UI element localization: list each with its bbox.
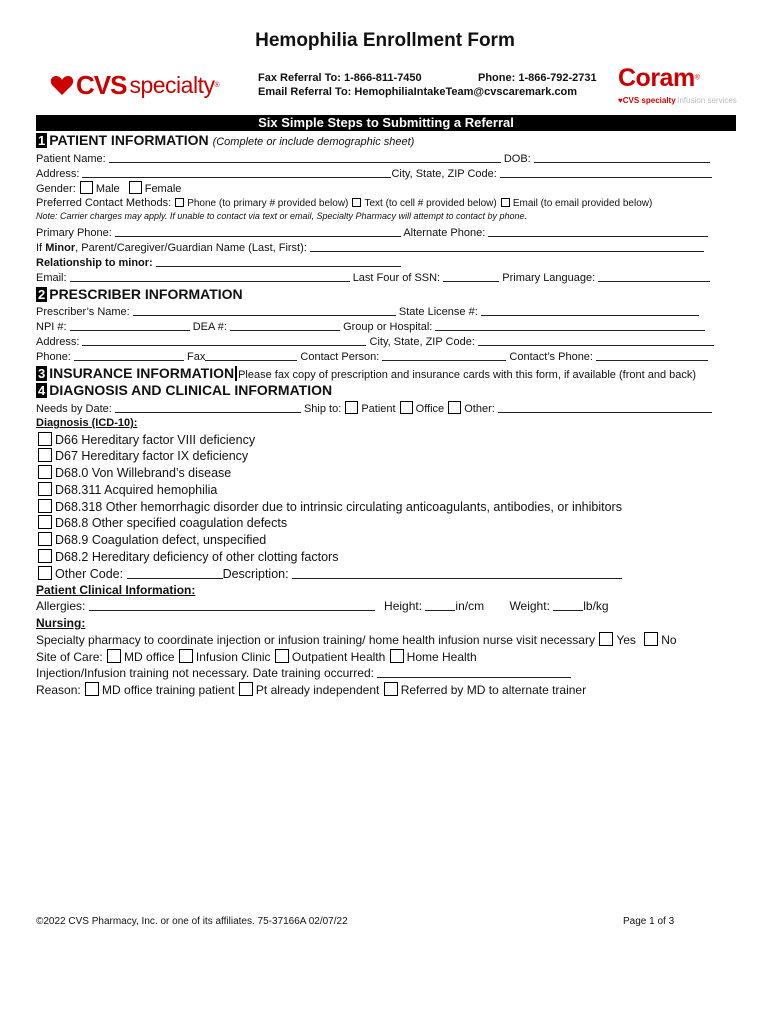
dea-label: DEA #:: [192, 321, 227, 333]
icd-option: [37, 465, 231, 480]
outpatient-checkbox[interactable]: [275, 649, 289, 663]
icd-checkbox[interactable]: [38, 499, 52, 513]
prescriber-name-row: [36, 304, 699, 318]
language-label: Primary Language:: [502, 272, 596, 284]
guardian-field[interactable]: [310, 240, 704, 252]
relationship-field[interactable]: [156, 255, 401, 267]
site-of-care-row: [36, 649, 477, 664]
reason-md-checkbox[interactable]: [85, 682, 99, 696]
ship-patient-checkbox[interactable]: [345, 401, 358, 414]
reason-md-label: MD office training patient: [102, 683, 235, 697]
icd-option: [37, 549, 338, 564]
allergies-row: [36, 599, 609, 613]
gender-row: [36, 181, 181, 195]
icd-label: D68.9 Coagulation defect, unspecified: [55, 533, 267, 547]
dob-field[interactable]: [534, 151, 710, 163]
reason-referred-checkbox[interactable]: [384, 682, 398, 696]
license-field[interactable]: [481, 304, 699, 316]
coordinate-row: [36, 632, 677, 647]
prescriber-phone-row: [36, 349, 708, 363]
icd-checkbox[interactable]: [38, 465, 52, 479]
alt-phone-label: Alternate Phone:: [403, 227, 486, 239]
email-row: [36, 270, 710, 284]
address-field[interactable]: [82, 166, 391, 178]
weight-unit: lb/kg: [583, 599, 609, 613]
md-office-checkbox[interactable]: [107, 649, 121, 663]
contact-methods-row: [36, 197, 652, 209]
address-label: Address:: [36, 168, 80, 180]
no-label: No: [661, 633, 677, 647]
step-number: 1: [38, 133, 46, 148]
step-number: 4: [38, 383, 46, 398]
nursing-heading: Nursing:: [36, 616, 86, 630]
fax-referral: Fax Referral To: 1-866-811-7450: [258, 72, 422, 84]
coordinate-label: Specialty pharmacy to coordinate injection or infusion training/ home health infusion nurse visit necessary: [36, 633, 595, 647]
site-of-care-label: Site of Care:: [36, 650, 103, 664]
height-field[interactable]: [425, 599, 455, 611]
icd-checkbox[interactable]: [38, 532, 52, 546]
outpatient-label: Outpatient Health: [291, 650, 386, 664]
icd-label: D68.318 Other hemorrhagic disorder due to intrinsic circulating anticoagulants, antibodies, or inhibitors: [55, 500, 622, 514]
icd-checkbox[interactable]: [38, 448, 52, 462]
text-method-label: Text (to cell # provided below): [364, 198, 497, 209]
prescriber-address-field[interactable]: [82, 334, 366, 346]
icd-option: [37, 515, 287, 530]
phone-method-label: Phone (to primary # provided below): [187, 198, 349, 209]
training-label: Injection/Infusion training not necessary. Date training occurred:: [36, 666, 374, 680]
csz-label: City, State, ZIP Code:: [369, 336, 475, 348]
infusion-clinic-label: Infusion Clinic: [195, 650, 271, 664]
email-field[interactable]: [70, 270, 350, 282]
home-health-checkbox[interactable]: [390, 649, 404, 663]
reason-row: [36, 682, 586, 697]
carrier-note: Note: Carrier charges may apply. If unable to contact via text or email, Specialty Pharmacy will attempt to contact by phone.: [36, 211, 528, 221]
height-unit: in/cm: [455, 599, 485, 613]
group-label: Group or Hospital:: [343, 321, 433, 333]
coram-sub-brand: CVS specialty: [622, 96, 676, 105]
alt-phone-field[interactable]: [488, 225, 708, 237]
icd-label: D68.0 Von Willebrand’s disease: [55, 466, 232, 480]
icd-label: D67 Hereditary factor IX deficiency: [55, 449, 249, 463]
phones-row: [36, 225, 708, 239]
section-diagnosis-heading: [36, 382, 332, 398]
steps-banner: Six Simple Steps to Submitting a Referral: [36, 115, 736, 131]
dea-field[interactable]: [230, 319, 340, 331]
needs-by-field[interactable]: [115, 401, 301, 413]
copyright: ©2022 CVS Pharmacy, Inc. or one of its affiliates. 75-37166A 02/07/22: [36, 916, 348, 927]
page-number: Page 1 of 3: [623, 916, 675, 927]
needs-by-label: Needs by Date:: [36, 403, 112, 415]
email-label: Email:: [36, 272, 67, 284]
icd-checkbox[interactable]: [38, 515, 52, 529]
language-field[interactable]: [598, 270, 710, 282]
section-patient-heading: [36, 132, 414, 148]
female-label: Female: [144, 183, 182, 195]
text-method-checkbox[interactable]: [352, 198, 361, 207]
cvs-reg-mark: ®: [214, 81, 220, 89]
cvs-specialty-logo: [50, 70, 220, 100]
ship-office-label: Office: [415, 403, 445, 415]
minor-row: [36, 240, 704, 254]
reason-referred-label: Referred by MD to alternate trainer: [400, 683, 587, 697]
step-number: 3: [38, 366, 46, 381]
icd-other-checkbox[interactable]: [38, 566, 52, 580]
section-insurance-heading: [36, 365, 696, 381]
yes-label: Yes: [616, 633, 636, 647]
male-checkbox[interactable]: [80, 181, 93, 194]
phone-label: Phone:: [36, 351, 71, 363]
other-code-field[interactable]: [127, 567, 223, 579]
section-title: PRESCRIBER INFORMATION: [49, 286, 243, 302]
dob-label: DOB:: [503, 153, 531, 165]
patient-name-label: Patient Name:: [36, 153, 106, 165]
csz-label: City, State, ZIP Code:: [391, 168, 497, 180]
icd-option: [37, 432, 255, 447]
training-row: [36, 666, 571, 680]
icd-label: D68.2 Hereditary deficiency of other clotting factors: [55, 550, 339, 564]
description-field[interactable]: [292, 567, 622, 579]
prescriber-fax-field[interactable]: [205, 349, 297, 361]
prescriber-phone-field[interactable]: [74, 349, 184, 361]
patient-address-row: [36, 166, 712, 180]
form-title: Hemophilia Enrollment Form: [255, 30, 515, 51]
prescriber-address-row: [36, 334, 714, 348]
prescriber-name-label: Prescriber’s Name:: [36, 306, 130, 318]
patient-name-row: [36, 151, 710, 165]
ship-other-checkbox[interactable]: [448, 401, 461, 414]
contact-phone-field[interactable]: [596, 349, 708, 361]
icd-option: [37, 448, 248, 463]
ssn-label: Last Four of SSN:: [352, 272, 441, 284]
npi-field[interactable]: [70, 319, 190, 331]
ship-office-checkbox[interactable]: [400, 401, 413, 414]
reason-independent-checkbox[interactable]: [239, 682, 253, 696]
address-label: Address:: [36, 336, 80, 348]
heart-icon: ♥: [618, 96, 623, 105]
phone-method-checkbox[interactable]: [175, 198, 184, 207]
female-checkbox[interactable]: [129, 181, 142, 194]
prescriber-csz-field[interactable]: [478, 334, 714, 346]
phone-referral: Phone: 1-866-792-2731: [478, 72, 597, 84]
contact-person-field[interactable]: [382, 349, 506, 361]
weight-label: Weight:: [509, 599, 550, 613]
minor-text: Minor: [45, 242, 76, 254]
icd-label: D68.311 Acquired hemophilia: [55, 483, 218, 497]
insurance-note: Please fax copy of prescription and insurance cards with this form, if available (front and back): [238, 369, 697, 381]
icd-label: D66 Hereditary factor VIII deficiency: [55, 433, 256, 447]
home-health-label: Home Health: [406, 650, 477, 664]
email-method-label: Email (to email provided below): [512, 198, 653, 209]
relationship-row: [36, 255, 401, 269]
description-label: Description:: [222, 567, 289, 581]
guardian-label: , Parent/Caregiver/Guardian Name (Last, First):: [75, 242, 307, 254]
if-text: If: [36, 242, 43, 254]
section-title: INSURANCE INFORMATION: [49, 365, 235, 381]
icd-heading: Diagnosis (ICD-10):: [36, 417, 138, 429]
pref-contact-label: Preferred Contact Methods:: [36, 197, 172, 209]
group-field[interactable]: [435, 319, 705, 331]
infusion-clinic-checkbox[interactable]: [179, 649, 193, 663]
training-date-field[interactable]: [377, 666, 571, 678]
reason-label: Reason:: [36, 683, 81, 697]
ship-other-field[interactable]: [498, 401, 712, 413]
height-label: Height:: [384, 599, 423, 613]
other-code-label: Other Code:: [55, 567, 124, 581]
ship-other-label: Other:: [464, 403, 495, 415]
coram-sub-service: infusion services: [677, 96, 737, 105]
md-office-label: MD office: [124, 650, 175, 664]
icd-checkbox[interactable]: [38, 482, 52, 496]
allergies-field[interactable]: [89, 599, 375, 611]
icd-option: [37, 499, 622, 514]
coram-reg: ®: [694, 74, 700, 82]
primary-phone-field[interactable]: [115, 225, 401, 237]
csz-field[interactable]: [500, 166, 712, 178]
coordinate-no-checkbox[interactable]: [644, 632, 658, 646]
ship-to-label: Ship to:: [303, 403, 342, 415]
patient-name-field[interactable]: [109, 151, 501, 163]
gender-label: Gender:: [36, 183, 76, 195]
icd-checkbox[interactable]: [38, 549, 52, 563]
male-label: Male: [95, 183, 120, 195]
icd-other-row: [37, 566, 622, 581]
icd-option: [37, 532, 266, 547]
ship-patient-label: Patient: [361, 403, 396, 415]
contact-phone-label: Contact’s Phone:: [509, 351, 593, 363]
needs-by-row: [36, 401, 712, 415]
ssn-field[interactable]: [443, 270, 499, 282]
license-label: State License #:: [398, 306, 478, 318]
coordinate-yes-checkbox[interactable]: [599, 632, 613, 646]
coram-name: Coram: [618, 64, 695, 92]
icd-checkbox[interactable]: [38, 432, 52, 446]
cvs-specialty-word: specialty: [129, 71, 215, 98]
section-title: DIAGNOSIS AND CLINICAL INFORMATION: [49, 382, 333, 398]
npi-label: NPI #:: [36, 321, 67, 333]
heart-icon: [50, 74, 74, 96]
reason-independent-label: Pt already independent: [255, 683, 380, 697]
step-number: 2: [38, 287, 46, 302]
fax-label: Fax: [187, 351, 206, 363]
contact-person-label: Contact Person:: [300, 351, 380, 363]
section-title: PATIENT INFORMATION: [49, 132, 209, 148]
npi-row: [36, 319, 705, 333]
icd-option: [37, 482, 217, 497]
relationship-label: Relationship to minor:: [36, 257, 153, 269]
clinical-heading: Patient Clinical Information:: [36, 583, 196, 597]
section-prescriber-heading: [36, 286, 243, 302]
cvs-brand: CVS: [76, 69, 127, 100]
weight-field[interactable]: [553, 599, 583, 611]
prescriber-name-field[interactable]: [133, 304, 396, 316]
email-method-checkbox[interactable]: [501, 198, 510, 207]
primary-phone-label: Primary Phone:: [36, 227, 112, 239]
divider: [235, 366, 237, 381]
section-note: (Complete or include demographic sheet): [212, 136, 415, 148]
email-referral: Email Referral To: HemophiliaIntakeTeam@cvscaremark.com: [258, 86, 578, 98]
allergies-label: Allergies:: [36, 599, 86, 613]
coram-logo: [618, 64, 737, 108]
icd-label: D68.8 Other specified coagulation defects: [55, 516, 288, 530]
